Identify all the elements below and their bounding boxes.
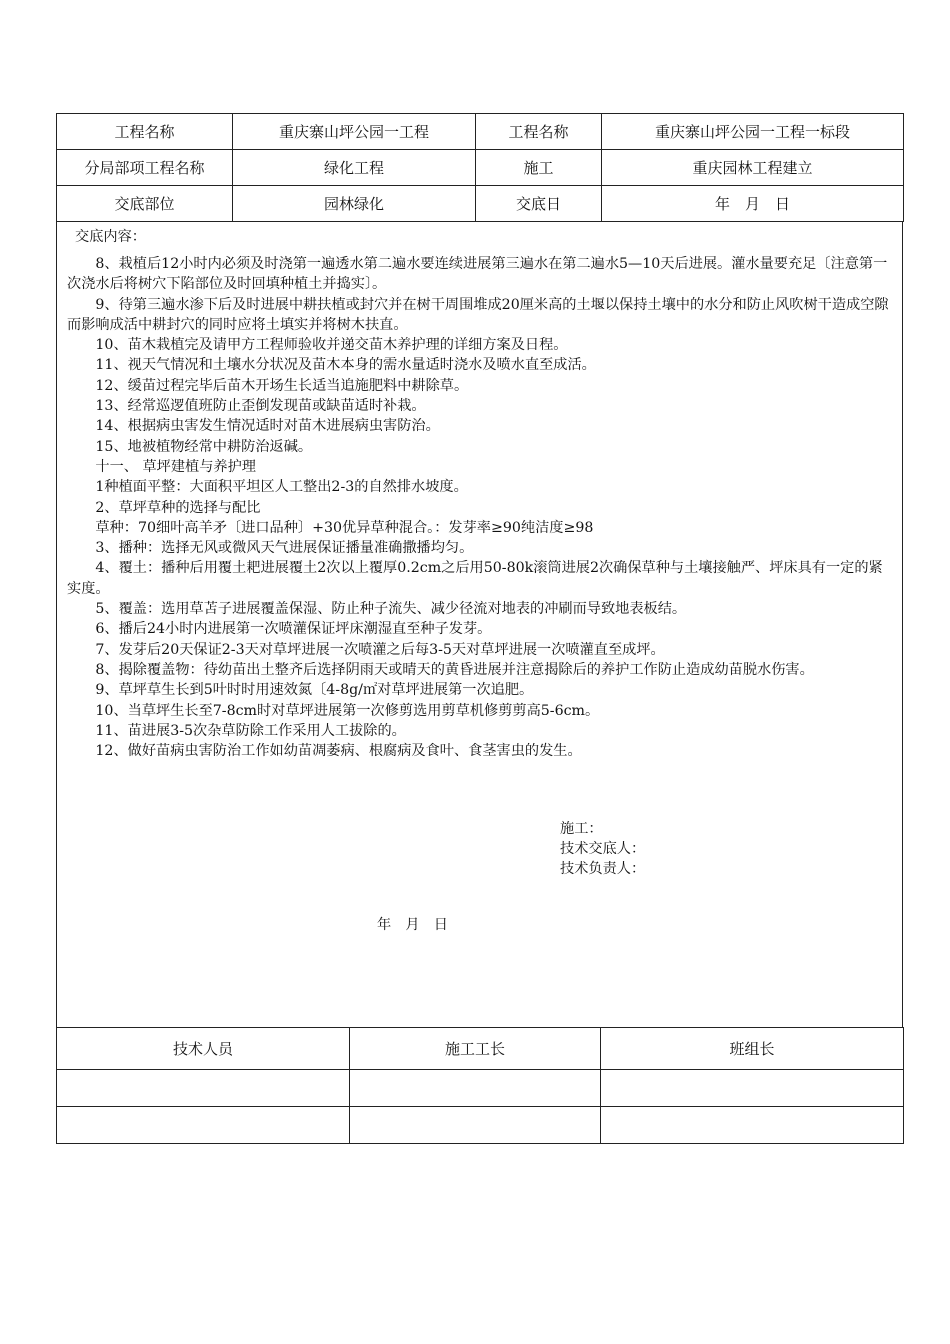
footer-cell <box>601 1107 904 1144</box>
header-value: 年 月 日 <box>602 186 904 222</box>
header-label: 交底日 <box>476 186 602 222</box>
footer-header-tech-staff: 技术人员 <box>57 1028 350 1070</box>
content-paragraphs <box>67 254 894 761</box>
content-paragraph: 8、揭除覆盖物：待幼苗出土整齐后选择阴雨天或晴天的黄昏进展并注意揭除后的养护工作防止造成幼苗脱水伤害。 <box>95 661 814 678</box>
tech-presenter-signature: 技术交底人： <box>560 841 646 857</box>
content-paragraph: 6、播后24小时内进展第一次喷灌保证坪床潮湿直至种子发芽。 <box>95 621 492 638</box>
footer-header-foreman: 施工工长 <box>350 1028 601 1070</box>
footer-cell <box>57 1107 350 1144</box>
footer-cell <box>350 1070 601 1107</box>
footer-cell <box>350 1107 601 1144</box>
tech-manager-signature: 技术负责人： <box>560 861 646 877</box>
content-paragraph: 12、做好苗病虫害防治工作如幼苗凋萎病、根腐病及食叶、食茎害虫的发生。 <box>95 743 582 760</box>
header-row <box>57 150 904 186</box>
header-label: 工程名称 <box>57 114 233 150</box>
content-paragraph: 15、地被植物经常中耕防治返碱。 <box>95 438 313 455</box>
footer-cell <box>57 1070 350 1107</box>
header-row <box>57 114 904 150</box>
header-value: 重庆寨山坪公园一工程一标段 <box>602 114 904 150</box>
content-paragraph: 11、苗进展3-5次杂草防除工作采用人工拔除的。 <box>95 722 406 739</box>
content-paragraph: 9、草坪草生长到5叶时时用速效氮〔4-8g/㎡对草坪进展第一次追肥。 <box>95 682 534 699</box>
content-paragraph: 13、经常巡逻值班防止歪倒发现苗或缺苗适时补栽。 <box>95 398 426 415</box>
construction-signature: 施工： <box>560 821 603 837</box>
header-table <box>56 113 904 222</box>
content-paragraph: 11、视天气情况和土壤水分状况及苗木本身的需水量适时浇水及喷水直至成活。 <box>95 357 596 374</box>
content-paragraph: 8、栽植后12小时内必须及时浇第一遍透水第二遍水要连续进展第三遍水在第二遍水5—10天后进展。灌水量要充足〔注意第一次浇水后将树穴下陷部位及时回填种植土并捣实〕。 <box>67 256 888 293</box>
content-paragraph: 4、覆土：播种后用覆土耙进展覆土2次以上覆厚0.2cm之后用50-80k滚筒进展2次确保草种与土壤接触严、坪床具有一定的紧实度。 <box>67 560 883 597</box>
footer-header-team-leader: 班组长 <box>601 1028 904 1070</box>
content-paragraph: 10、苗木栽植完及请甲方工程师验收并递交苗木养护理的详细方案及日程。 <box>95 337 568 354</box>
header-value: 重庆园林工程建立 <box>602 150 904 186</box>
content-paragraph: 1种植面平整：大面积平坦区人工整出2-3的自然排水坡度。 <box>95 479 468 496</box>
handover-sheet <box>56 113 902 1144</box>
content-paragraph: 十一、 草坪建植与养护理 <box>95 458 256 475</box>
content-paragraph: 草种：70细叶高羊矛〔进口品种〕+30优异草种混合。：发芽率≥90纯洁度≥98 <box>95 519 594 536</box>
footer-empty-row <box>57 1107 904 1144</box>
header-label: 施工 <box>476 150 602 186</box>
content-paragraph: 2、草坪草种的选择与配比 <box>95 499 261 516</box>
header-label: 交底部位 <box>57 186 233 222</box>
content-paragraph: 12、缓苗过程完毕后苗木开场生长适当追施肥料中耕除草。 <box>95 377 469 394</box>
content-label: 交底内容： <box>75 229 146 245</box>
signature-date: 年 月 日 <box>377 917 448 933</box>
header-value: 绿化工程 <box>233 150 476 186</box>
header-value: 重庆寨山坪公园一工程 <box>233 114 476 150</box>
signature-block <box>560 819 645 879</box>
content-paragraph: 7、发芽后20天保证2-3天对草坪进展一次喷灌之后每3-5天对草坪进展一次喷灌直至成坪。 <box>95 641 665 658</box>
content-paragraph: 14、根据病虫害发生情况适时对苗木进展病虫害防治。 <box>95 418 440 435</box>
header-label: 工程名称 <box>476 114 602 150</box>
content-paragraph: 9、待第三遍水渗下后及时进展中耕扶植或封穴并在树干周围堆成20厘米高的土堰以保持土壤中的水分和防止风吹树干造成空隙而影响成活中耕封穴的同时应将土填实并将树木扶直。 <box>67 296 889 333</box>
content-paragraph: 10、当草坪生长至7-8cm时对草坪进展第一次修剪选用剪草机修剪剪高5-6cm。 <box>95 702 600 719</box>
footer-empty-row <box>57 1070 904 1107</box>
header-row <box>57 186 904 222</box>
header-value: 园林绿化 <box>233 186 476 222</box>
footer-table <box>56 1027 904 1144</box>
content-paragraph: 3、播种：选择无风或微风天气进展保证播量准确撒播均匀。 <box>95 540 474 557</box>
content-paragraph: 5、覆盖：选用草苫子进展覆盖保湿、防止种子流失、减少径流对地表的冲刷而导致地表板结。 <box>95 601 687 618</box>
footer-cell <box>601 1070 904 1107</box>
footer-header-row <box>57 1028 904 1070</box>
header-label: 分局部项工程名称 <box>57 150 233 186</box>
handover-content <box>56 222 903 1027</box>
